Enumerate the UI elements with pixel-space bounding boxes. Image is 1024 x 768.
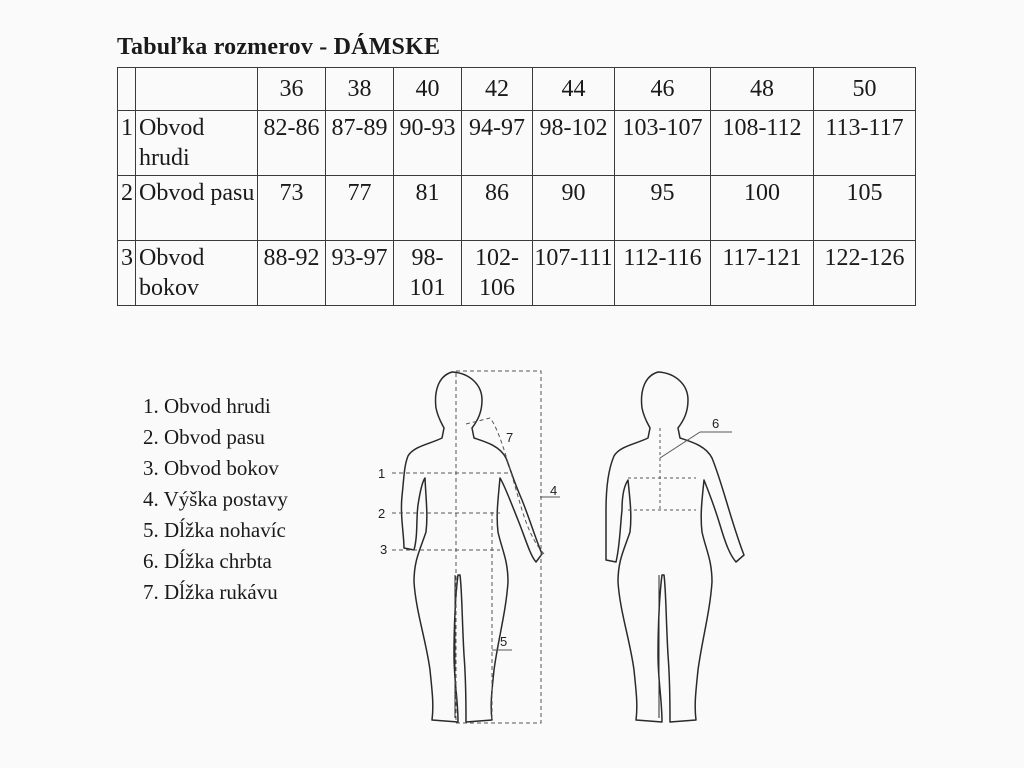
header-size: 36 bbox=[258, 68, 326, 111]
table-cell: 113-117 bbox=[814, 111, 916, 176]
legend-item: 6. Dĺžka chrbta bbox=[143, 549, 272, 573]
table-cell: 77 bbox=[326, 176, 394, 241]
label-trouser-length: 5 bbox=[500, 634, 508, 649]
table-cell: 117-121 bbox=[711, 241, 814, 306]
row-number: 1 bbox=[118, 111, 136, 176]
legend-item: 3. Obvod bokov bbox=[143, 456, 279, 480]
row-label: Obvod hrudi bbox=[136, 111, 258, 176]
label-height: 4 bbox=[550, 483, 558, 498]
table-cell: 73 bbox=[258, 176, 326, 241]
row-label: Obvod pasu bbox=[136, 176, 258, 241]
table-cell: 103-107 bbox=[615, 111, 711, 176]
table-cell: 98-102 bbox=[533, 111, 615, 176]
table-cell: 122-126 bbox=[814, 241, 916, 306]
header-size: 48 bbox=[711, 68, 814, 111]
table-cell: 107-111 bbox=[533, 241, 615, 306]
label-hips: 3 bbox=[380, 542, 388, 557]
front-measurement-lines bbox=[392, 371, 560, 723]
header-size: 50 bbox=[814, 68, 916, 111]
table-cell: 108-112 bbox=[711, 111, 814, 176]
header-size: 46 bbox=[615, 68, 711, 111]
table-cell: 102-106 bbox=[462, 241, 533, 306]
legend-item: 7. Dĺžka rukávu bbox=[143, 580, 278, 604]
table-cell: 87-89 bbox=[326, 111, 394, 176]
header-size: 44 bbox=[533, 68, 615, 111]
row-label: Obvod bokov bbox=[136, 241, 258, 306]
label-sleeve-length: 7 bbox=[506, 430, 514, 445]
table-cell: 105 bbox=[814, 176, 916, 241]
legend-item: 1. Obvod hrudi bbox=[143, 394, 271, 418]
header-size: 38 bbox=[326, 68, 394, 111]
row-number: 3 bbox=[118, 241, 136, 306]
front-figure-illustration bbox=[401, 372, 542, 722]
back-figure-illustration bbox=[606, 372, 744, 722]
table-cell: 93-97 bbox=[326, 241, 394, 306]
table-cell: 94-97 bbox=[462, 111, 533, 176]
table-cell: 95 bbox=[615, 176, 711, 241]
table-cell: 82-86 bbox=[258, 111, 326, 176]
legend-item: 4. Výška postavy bbox=[143, 487, 288, 511]
legend-item: 2. Obvod pasu bbox=[143, 425, 265, 449]
table-cell: 81 bbox=[394, 176, 462, 241]
page-title: Tabuľka rozmerov - DÁMSKE bbox=[117, 34, 441, 60]
header-size: 42 bbox=[462, 68, 533, 111]
label-waist: 2 bbox=[378, 506, 386, 521]
table-cell: 90 bbox=[533, 176, 615, 241]
header-size: 40 bbox=[394, 68, 462, 111]
table-cell: 88-92 bbox=[258, 241, 326, 306]
row-number: 2 bbox=[118, 176, 136, 241]
table-cell: 86 bbox=[462, 176, 533, 241]
table-cell: 112-116 bbox=[615, 241, 711, 306]
table-cell: 98-101 bbox=[394, 241, 462, 306]
label-back-length: 6 bbox=[712, 416, 720, 431]
legend-item: 5. Dĺžka nohavíc bbox=[143, 518, 286, 542]
table-cell: 90-93 bbox=[394, 111, 462, 176]
label-chest: 1 bbox=[378, 466, 386, 481]
table-cell: 100 bbox=[711, 176, 814, 241]
